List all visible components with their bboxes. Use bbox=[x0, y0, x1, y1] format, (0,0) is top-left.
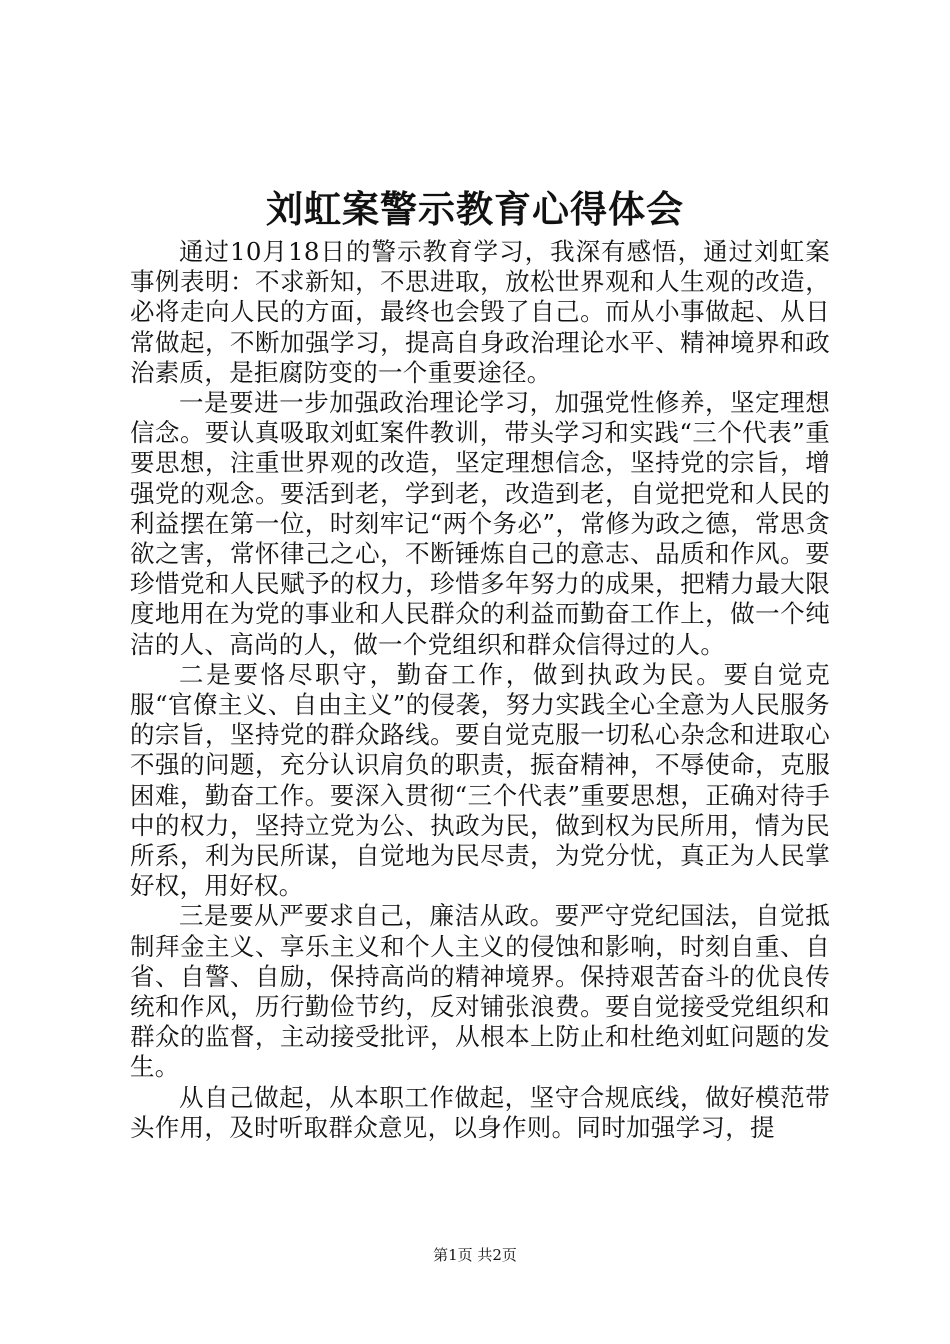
paragraph-point-three: 三是要从严要求自己，廉洁从政。要严守党纪国法，自觉抵制拜金主义、享乐主义和个人主义的侵蚀和影响，时刻自重、自省、自警、自励，保持高尚的精神境界。保持艰苦奋斗的优良传统和作风，历行勤俭节约，反对铺张浪费。要自觉接受党组织和群众的监督，主动接受批评，从根本上防止和杜绝刘虹问题的发生。 bbox=[130, 901, 830, 1082]
page-number-footer: 第1页 共2页 bbox=[433, 1246, 517, 1264]
paragraph-point-two: 二是要恪尽职守，勤奋工作，做到执政为民。要自觉克服“官僚主义、自由主义”的侵袭，努力实践全心全意为人民服务的宗旨，坚持党的群众路线。要自觉克服一切私心杂念和进取心不强的问题，充分认识肩负的职责，振奋精神，不辱使命，克服困难，勤奋工作。要深入贯彻“三个代表”重要思想，正确对待手中的权力，坚持立党为公、执政为民，做到权为民所用，情为民所系，利为民所谋，自觉地为民尽责，为党分忧，真正为人民掌好权，用好权。 bbox=[130, 659, 830, 901]
document-title: 刘虹案警示教育心得体会 bbox=[266, 187, 684, 231]
paragraph-point-one: 一是要进一步加强政治理论学习，加强党性修养，坚定理想信念。要认真吸取刘虹案件教训，带头学习和实践“三个代表”重要思想，注重世界观的改造，坚定理想信念，坚持党的宗旨，增强党的观念。要活到老，学到老，改造到老，自觉把党和人民的利益摆在第一位，时刻牢记“两个务必”，常修为政之德，常思贪欲之害，常怀律己之心，不断锤炼自己的意志、品质和作风。要珍惜党和人民赋予的权力，珍惜多年努力的成果，把精力最大限度地用在为党的事业和人民群众的利益而勤奋工作上，做一个纯洁的人、高尚的人，做一个党组织和群众信得过的人。 bbox=[130, 388, 830, 659]
document-body bbox=[130, 237, 830, 1143]
paragraph-intro: 通过10月18日的警示教育学习，我深有感悟，通过刘虹案事例表明：不求新知，不思进取，放松世界观和人生观的改造，必将走向人民的方面，最终也会毁了自己。而从小事做起、从日常做起，不断加强学习，提高自身政治理论水平、精神境界和政治素质，是拒腐防变的一个重要途径。 bbox=[130, 237, 830, 387]
paragraph-conclusion: 从自己做起，从本职工作做起，坚守合规底线，做好模范带头作用，及时听取群众意见，以身作则。同时加强学习，提 bbox=[130, 1082, 830, 1142]
